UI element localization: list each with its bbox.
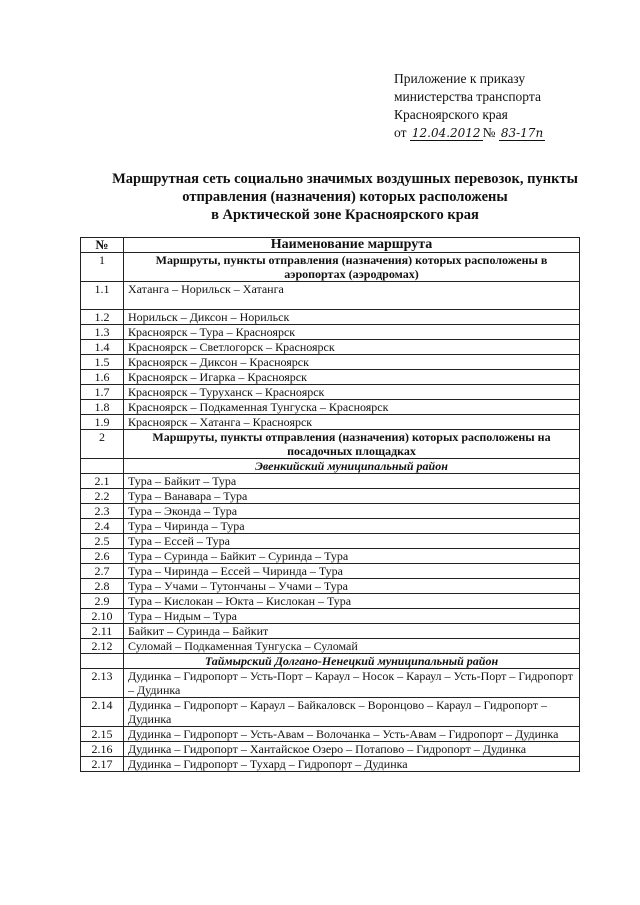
order-number: 83-17п [500,126,544,140]
table-row [81,325,580,340]
row-number: 2.17 [81,757,124,772]
column-header-route-name: Наименование маршрута [124,238,580,253]
row-number [81,459,124,474]
document-title [80,170,610,224]
route-name: Дудинка – Гидропорт – Тухард – Гидропорт – Дудинка [124,757,580,772]
table-row [81,624,580,639]
appendix-date-line [394,124,624,142]
table-row [81,698,580,727]
district-row [81,459,580,474]
row-number: 1.2 [81,310,124,325]
row-number: 2.5 [81,534,124,549]
row-number: 1.1 [81,282,124,310]
table-row [81,757,580,772]
route-name: Тура – Учами – Тутончаны – Учами – Тура [124,579,580,594]
table-row [81,504,580,519]
row-number: 2.16 [81,742,124,757]
row-number: 2.11 [81,624,124,639]
route-name: Суломай – Подкаменная Тунгуска – Суломай [124,639,580,654]
row-number: 2.6 [81,549,124,564]
section-row [81,430,580,459]
table-row [81,579,580,594]
table-row [81,310,580,325]
route-name: Тура – Ессей – Тура [124,534,580,549]
appendix-block [394,70,624,142]
row-number: 2.9 [81,594,124,609]
order-date: 12.04.2012 [411,126,481,140]
row-number: 2.10 [81,609,124,624]
route-name: Тура – Чиринда – Ессей – Чиринда – Тура [124,564,580,579]
row-number: 2.15 [81,727,124,742]
route-name: Дудинка – Гидропорт – Караул – Байкаловск – Воронцово – Караул – Гидропорт – Дудинка [124,698,580,727]
table-row [81,519,580,534]
row-number: 2.4 [81,519,124,534]
table-row [81,370,580,385]
row-number: 1.3 [81,325,124,340]
table-row [81,549,580,564]
route-name: Красноярск – Тура – Красноярск [124,325,580,340]
row-number: 1.9 [81,415,124,430]
table-row [81,727,580,742]
order-number-label: № [482,125,496,140]
appendix-line-3: Красноярского края [394,107,508,122]
route-name: Тура – Суринда – Байкит – Суринда – Тура [124,549,580,564]
row-number: 2.14 [81,698,124,727]
district-heading: Эвенкийский муниципальный район [124,459,580,474]
route-name: Норильск – Диксон – Норильск [124,310,580,325]
route-name: Тура – Нидым – Тура [124,609,580,624]
table-row [81,400,580,415]
route-name: Красноярск – Туруханск – Красноярск [124,385,580,400]
table-row [81,415,580,430]
district-row [81,654,580,669]
row-number: 2.7 [81,564,124,579]
appendix-line-1: Приложение к приказу [394,71,526,86]
table-row [81,385,580,400]
section-heading: Маршруты, пункты отправления (назначения) которых расположены в аэропортах (аэродромах) [124,253,580,282]
row-number: 2.3 [81,504,124,519]
row-number: 2.13 [81,669,124,698]
title-line-2: отправления (назначения) которых расположены [182,189,508,205]
section-row [81,253,580,282]
route-name: Хатанга – Норильск – Хатанга [124,282,580,310]
route-name: Красноярск – Диксон – Красноярск [124,355,580,370]
title-line-1: Маршрутная сеть социально значимых воздушных перевозок, пункты [112,171,578,187]
row-number: 1.8 [81,400,124,415]
table-row [81,669,580,698]
row-number: 1.6 [81,370,124,385]
route-name: Красноярск – Светлогорск – Красноярск [124,340,580,355]
row-number: 1 [81,253,124,282]
appendix-date-prefix: от [394,125,407,140]
route-name: Красноярск – Игарка – Красноярск [124,370,580,385]
table-row [81,340,580,355]
route-name: Дудинка – Гидропорт – Хантайское Озеро – Потапово – Гидропорт – Дудинка [124,742,580,757]
row-number: 2.2 [81,489,124,504]
row-number [81,654,124,669]
route-name: Дудинка – Гидропорт – Усть-Порт – Караул – Носок – Караул – Усть-Порт – Гидропорт – Дудинка [124,669,580,698]
route-name: Тура – Байкит – Тура [124,474,580,489]
route-name: Байкит – Суринда – Байкит [124,624,580,639]
table-row [81,594,580,609]
column-header-number: № [81,238,124,253]
table-row [81,489,580,504]
route-name: Тура – Ванавара – Тура [124,489,580,504]
route-name: Дудинка – Гидропорт – Усть-Авам – Волочанка – Усть-Авам – Гидропорт – Дудинка [124,727,580,742]
section-heading: Маршруты, пункты отправления (назначения) которых расположены на посадочных площадках [124,430,580,459]
routes-table-body [81,253,580,772]
route-name: Красноярск – Подкаменная Тунгуска – Красноярск [124,400,580,415]
table-row [81,534,580,549]
table-row [81,564,580,579]
table-row [81,474,580,489]
table-row [81,355,580,370]
row-number: 2.12 [81,639,124,654]
table-row [81,282,580,310]
route-name: Тура – Эконда – Тура [124,504,580,519]
route-name: Красноярск – Хатанга – Красноярск [124,415,580,430]
table-header-row [81,238,580,253]
row-number: 2.1 [81,474,124,489]
district-heading: Таймырский Долгано-Ненецкий муниципальный район [124,654,580,669]
row-number: 1.4 [81,340,124,355]
appendix-line-2: министерства транспорта [394,89,541,104]
table-row [81,609,580,624]
row-number: 1.5 [81,355,124,370]
row-number: 2 [81,430,124,459]
route-name: Тура – Чиринда – Тура [124,519,580,534]
row-number: 1.7 [81,385,124,400]
routes-table [80,237,580,772]
row-number: 2.8 [81,579,124,594]
title-line-3: в Арктической зоне Красноярского края [211,207,479,223]
table-row [81,639,580,654]
table-row [81,742,580,757]
route-name: Тура – Кислокан – Юкта – Кислокан – Тура [124,594,580,609]
